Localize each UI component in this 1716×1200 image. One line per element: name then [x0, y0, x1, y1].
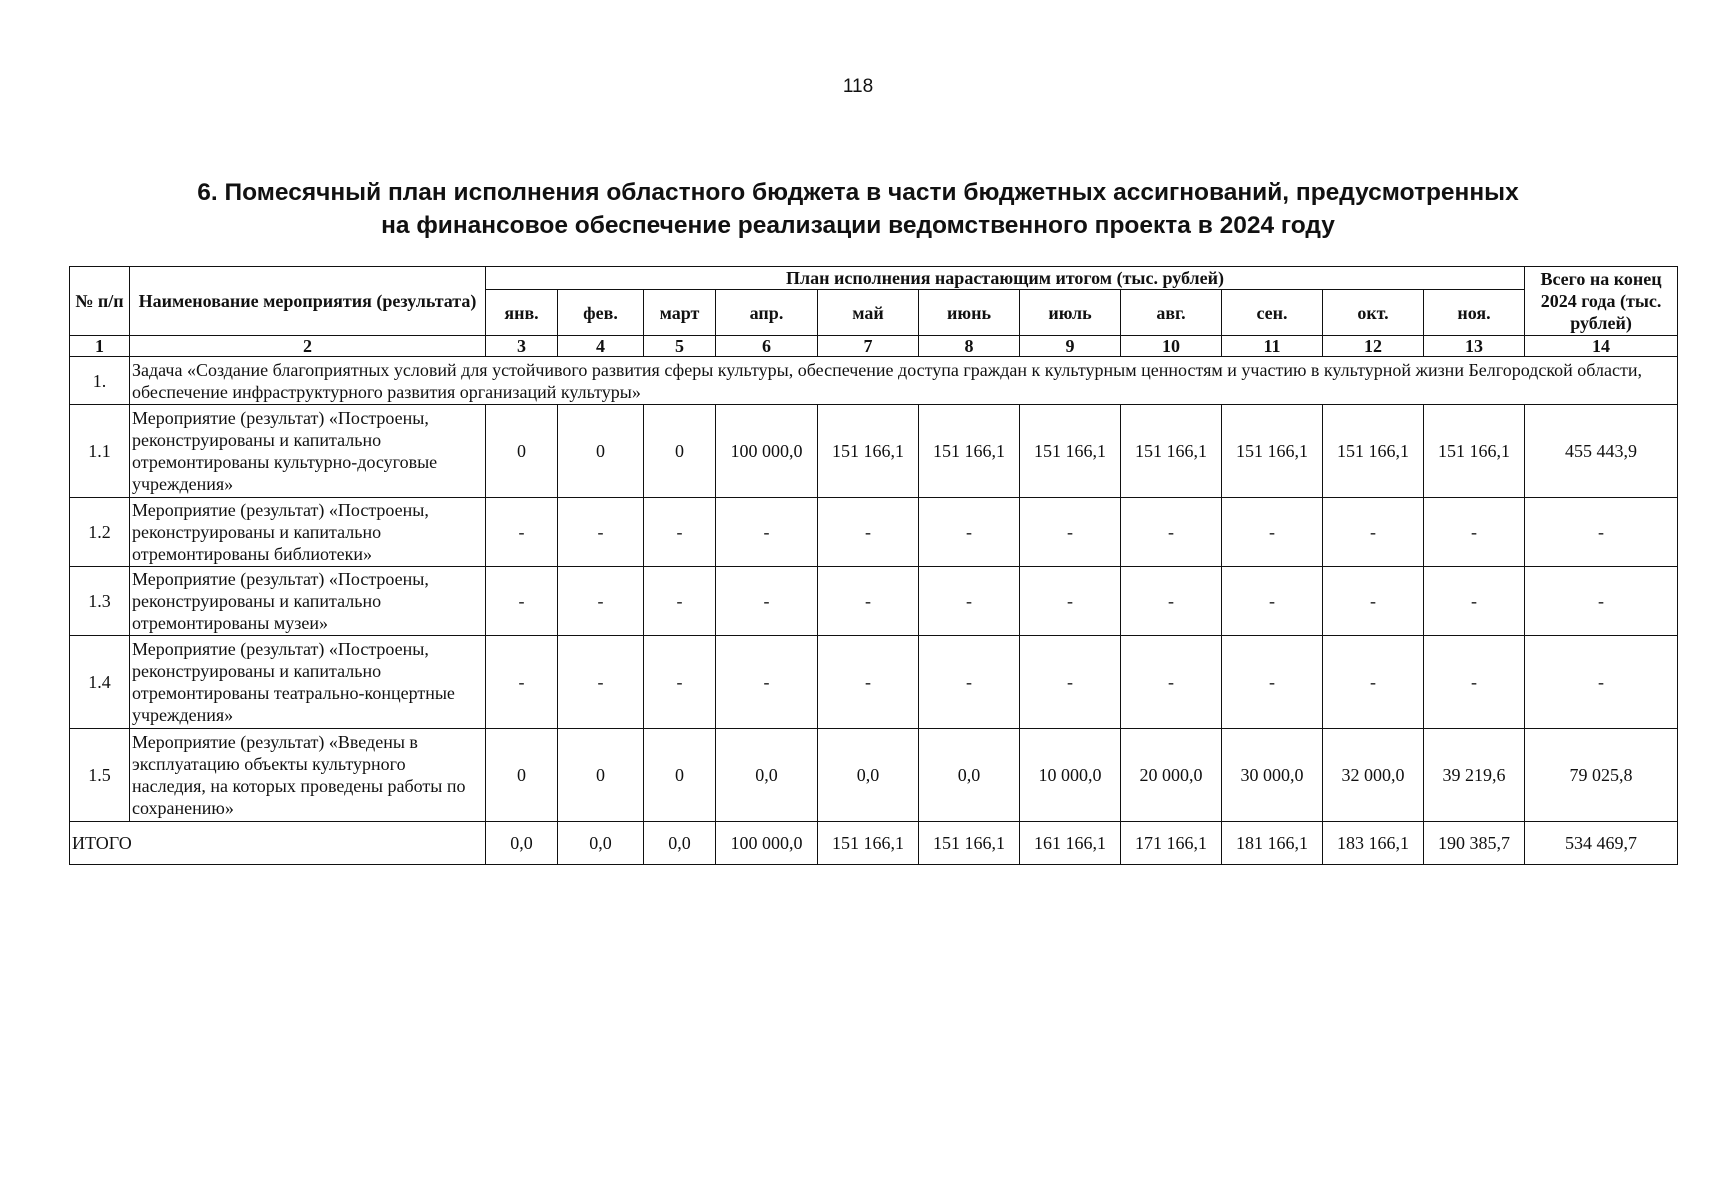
table-row: [70, 567, 1678, 636]
row-value: -: [919, 636, 1020, 729]
header-month: окт.: [1323, 290, 1424, 336]
row-total: 79 025,8: [1525, 729, 1678, 822]
header-name: Наименование мероприятия (результата): [130, 267, 486, 336]
total-value: 0,0: [486, 822, 558, 865]
title-line-1: 6. Помесячный план исполнения областного бюджета в части бюджетных ассигнований, предусмотренных: [197, 179, 1519, 206]
row-num: 1.4: [70, 636, 130, 729]
row-value: -: [486, 498, 558, 567]
document-title: [0, 176, 1716, 242]
row-value: -: [558, 636, 644, 729]
column-number: 1: [70, 336, 130, 357]
row-value: 151 166,1: [1020, 405, 1121, 498]
row-value: -: [716, 567, 818, 636]
header-month: янв.: [486, 290, 558, 336]
row-value: -: [1424, 636, 1525, 729]
row-total: -: [1525, 636, 1678, 729]
row-value: -: [716, 498, 818, 567]
row-value: 32 000,0: [1323, 729, 1424, 822]
row-name: Мероприятие (результат) «Построены, реконструированы и капитально отремонтированы музеи»: [130, 567, 486, 636]
header-total: Всего на конец 2024 года (тыс. рублей): [1525, 267, 1678, 336]
row-value: 100 000,0: [716, 405, 818, 498]
column-number: 10: [1121, 336, 1222, 357]
row-value: -: [1121, 567, 1222, 636]
row-value: -: [558, 567, 644, 636]
header-month: апр.: [716, 290, 818, 336]
row-value: 0,0: [818, 729, 919, 822]
row-value: 151 166,1: [1424, 405, 1525, 498]
header-month: март: [644, 290, 716, 336]
total-value: 190 385,7: [1424, 822, 1525, 865]
row-value: 0: [558, 405, 644, 498]
header-month: июль: [1020, 290, 1121, 336]
total-value: 181 166,1: [1222, 822, 1323, 865]
header-month: авг.: [1121, 290, 1222, 336]
row-value: -: [1323, 498, 1424, 567]
row-name: Мероприятие (результат) «Построены, реконструированы и капитально отремонтированы культурно-досуговые учреждения»: [130, 405, 486, 498]
row-value: -: [716, 636, 818, 729]
total-value: 0,0: [644, 822, 716, 865]
column-number: 3: [486, 336, 558, 357]
row-value: -: [1323, 636, 1424, 729]
row-value: 151 166,1: [1323, 405, 1424, 498]
task-num: 1.: [70, 357, 130, 405]
column-number: 14: [1525, 336, 1678, 357]
row-value: 151 166,1: [1222, 405, 1323, 498]
task-row: [70, 357, 1678, 405]
header-month: фев.: [558, 290, 644, 336]
column-number: 4: [558, 336, 644, 357]
row-num: 1.2: [70, 498, 130, 567]
page-number: 118: [842, 76, 874, 97]
header-num: № п/п: [70, 267, 130, 336]
row-num: 1.5: [70, 729, 130, 822]
column-number: 9: [1020, 336, 1121, 357]
column-number: 5: [644, 336, 716, 357]
row-value: -: [644, 636, 716, 729]
row-value: 151 166,1: [1121, 405, 1222, 498]
row-total: -: [1525, 498, 1678, 567]
header-month: ноя.: [1424, 290, 1525, 336]
header-month: июнь: [919, 290, 1020, 336]
row-value: 0: [644, 729, 716, 822]
row-name: Мероприятие (результат) «Построены, реконструированы и капитально отремонтированы театрально-концертные учреждения»: [130, 636, 486, 729]
row-value: -: [558, 498, 644, 567]
row-value: -: [919, 567, 1020, 636]
row-value: -: [1323, 567, 1424, 636]
total-value: 183 166,1: [1323, 822, 1424, 865]
table-row: [70, 498, 1678, 567]
column-number: 8: [919, 336, 1020, 357]
column-number: 12: [1323, 336, 1424, 357]
header-month: май: [818, 290, 919, 336]
row-value: -: [1222, 636, 1323, 729]
table-row: [70, 729, 1678, 822]
row-value: 0: [486, 729, 558, 822]
row-value: 151 166,1: [818, 405, 919, 498]
row-value: -: [486, 567, 558, 636]
row-name: Мероприятие (результат) «Построены, реконструированы и капитально отремонтированы библиотеки»: [130, 498, 486, 567]
total-row: [70, 822, 1678, 865]
row-value: -: [818, 636, 919, 729]
row-total: -: [1525, 567, 1678, 636]
row-value: -: [1020, 636, 1121, 729]
row-value: -: [818, 567, 919, 636]
row-name: Мероприятие (результат) «Введены в эксплуатацию объекты культурного наследия, на которых проведены работы по сохранению»: [130, 729, 486, 822]
row-value: 30 000,0: [1222, 729, 1323, 822]
total-value: 100 000,0: [716, 822, 818, 865]
total-value: 161 166,1: [1020, 822, 1121, 865]
task-text: Задача «Создание благоприятных условий для устойчивого развития сферы культуры, обеспечение доступа граждан к культурным ценностям и участию в культурной жизни Белгородской области, обеспечение инфраструктурного развития организаций культуры»: [130, 357, 1678, 405]
row-value: 0,0: [716, 729, 818, 822]
title-line-2: на финансовое обеспечение реализации ведомственного проекта в 2024 году: [381, 212, 1335, 239]
column-number: 2: [130, 336, 486, 357]
row-value: -: [1121, 636, 1222, 729]
header-plan-group: План исполнения нарастающим итогом (тыс. рублей): [486, 267, 1525, 290]
total-label: ИТОГО: [70, 822, 486, 865]
column-number: 6: [716, 336, 818, 357]
row-value: 0: [644, 405, 716, 498]
row-num: 1.3: [70, 567, 130, 636]
column-number: 7: [818, 336, 919, 357]
row-value: 0: [558, 729, 644, 822]
row-num: 1.1: [70, 405, 130, 498]
grand-total: 534 469,7: [1525, 822, 1678, 865]
column-number-row: [70, 336, 1678, 357]
total-value: 151 166,1: [919, 822, 1020, 865]
row-value: -: [644, 498, 716, 567]
row-value: -: [1424, 498, 1525, 567]
row-value: 20 000,0: [1121, 729, 1222, 822]
row-value: 10 000,0: [1020, 729, 1121, 822]
total-value: 0,0: [558, 822, 644, 865]
header-row-1: [70, 267, 1678, 290]
row-value: -: [818, 498, 919, 567]
row-value: -: [1020, 498, 1121, 567]
row-value: -: [486, 636, 558, 729]
row-value: -: [1020, 567, 1121, 636]
row-value: -: [644, 567, 716, 636]
header-month: сен.: [1222, 290, 1323, 336]
total-value: 151 166,1: [818, 822, 919, 865]
row-value: -: [1121, 498, 1222, 567]
row-value: 39 219,6: [1424, 729, 1525, 822]
row-value: -: [1222, 567, 1323, 636]
row-total: 455 443,9: [1525, 405, 1678, 498]
table-row: [70, 405, 1678, 498]
column-number: 11: [1222, 336, 1323, 357]
budget-plan-table: [69, 266, 1678, 865]
table-row: [70, 636, 1678, 729]
column-number: 13: [1424, 336, 1525, 357]
row-value: 0,0: [919, 729, 1020, 822]
row-value: -: [1424, 567, 1525, 636]
total-value: 171 166,1: [1121, 822, 1222, 865]
row-value: -: [919, 498, 1020, 567]
row-value: 151 166,1: [919, 405, 1020, 498]
row-value: 0: [486, 405, 558, 498]
row-value: -: [1222, 498, 1323, 567]
